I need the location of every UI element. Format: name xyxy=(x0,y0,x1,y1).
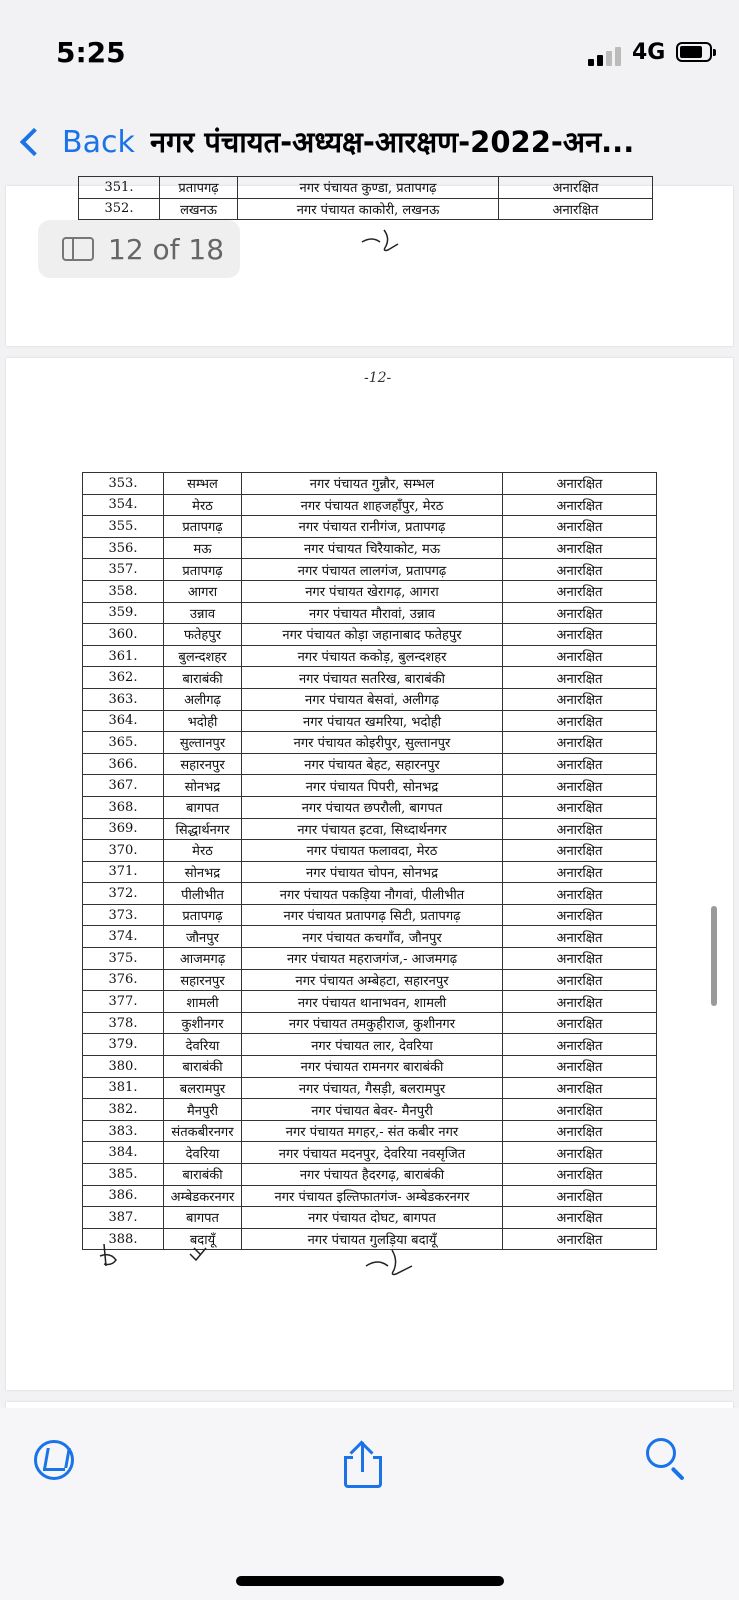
reservation-category: अनारक्षित xyxy=(503,559,657,581)
status-time: 5:25 xyxy=(56,36,126,69)
pdf-page-12 xyxy=(6,358,733,1390)
district-name: सहारनपुर xyxy=(164,969,242,991)
panchayat-name: नगर पंचायत ककोड़, बुलन्दशहर xyxy=(242,645,503,667)
table-row xyxy=(83,796,657,818)
reservation-category: अनारक्षित xyxy=(503,580,657,602)
status-bar xyxy=(0,0,739,100)
reservation-category: अनारक्षित xyxy=(503,1142,657,1164)
table-row xyxy=(83,818,657,840)
serial-number: 370. xyxy=(83,840,164,862)
district-name: बदायूँ xyxy=(164,1228,242,1250)
network-type: 4G xyxy=(632,40,666,65)
panchayat-name: नगर पंचायत लालगंज, प्रतापगढ़ xyxy=(242,559,503,581)
table-row xyxy=(83,710,657,732)
table-row xyxy=(83,926,657,948)
serial-number: 357. xyxy=(83,559,164,581)
page-indicator-label: 12 of 18 xyxy=(108,232,225,266)
back-button[interactable] xyxy=(14,120,135,164)
table-row xyxy=(83,1012,657,1034)
reservation-category: अनारक्षित xyxy=(503,537,657,559)
table-row xyxy=(83,624,657,646)
signal-icon xyxy=(588,44,628,66)
serial-number: 369. xyxy=(83,818,164,840)
reservation-category: अनारक्षित xyxy=(503,818,657,840)
table-row xyxy=(83,883,657,905)
table-row xyxy=(83,1120,657,1142)
district-name: सुल्तानपुर xyxy=(164,732,242,754)
markup-icon[interactable] xyxy=(34,1440,74,1480)
district-name: बाराबंकी xyxy=(164,667,242,689)
reservation-category: अनारक्षित xyxy=(503,840,657,862)
panchayat-name: नगर पंचायत, गैसड़ी, बलरामपुर xyxy=(242,1077,503,1099)
reservation-category: अनारक्षित xyxy=(503,926,657,948)
serial-number: 383. xyxy=(83,1120,164,1142)
table-row xyxy=(83,602,657,624)
district-name: पीलीभीत xyxy=(164,883,242,905)
reservation-category: अनारक्षित xyxy=(503,645,657,667)
reservation-category: अनारक्षित xyxy=(503,1077,657,1099)
reservation-category: अनारक्षित xyxy=(503,1207,657,1229)
reservation-category: अनारक्षित xyxy=(503,948,657,970)
district-name: देवरिया xyxy=(164,1142,242,1164)
panchayat-name: नगर पंचायत लार, देवरिया xyxy=(242,1034,503,1056)
table-row xyxy=(83,688,657,710)
table-row xyxy=(79,177,653,199)
panchayat-name: नगर पंचायत प्रतापगढ़ सिटी, प्रतापगढ़ xyxy=(242,904,503,926)
table-row xyxy=(79,198,653,220)
serial-number: 379. xyxy=(83,1034,164,1056)
signature xyxy=(358,228,408,254)
panchayat-name: नगर पंचायत काकोरी, लखनऊ xyxy=(238,198,499,220)
reservation-category: अनारक्षित xyxy=(503,1185,657,1207)
serial-number: 353. xyxy=(83,473,164,495)
reservation-category: अनारक्षित xyxy=(499,177,653,199)
panchayat-name: नगर पंचायत इल्तिफातगंज- अम्बेडकरनगर xyxy=(242,1185,503,1207)
reservation-category: अनारक्षित xyxy=(503,969,657,991)
battery-icon xyxy=(676,42,712,62)
serial-number: 360. xyxy=(83,624,164,646)
table-row xyxy=(83,1185,657,1207)
reservation-category: अनारक्षित xyxy=(503,1034,657,1056)
district-name: भदोही xyxy=(164,710,242,732)
serial-number: 364. xyxy=(83,710,164,732)
back-label: Back xyxy=(62,124,135,160)
panchayat-name: नगर पंचायत कुण्डा, प्रतापगढ़ xyxy=(238,177,499,199)
serial-number: 385. xyxy=(83,1164,164,1186)
reservation-category: अनारक्षित xyxy=(503,1099,657,1121)
serial-number: 378. xyxy=(83,1012,164,1034)
table-row xyxy=(83,537,657,559)
district-name: बागपत xyxy=(164,796,242,818)
table-row xyxy=(83,1164,657,1186)
panchayat-name: नगर पंचायत कोड़ा जहानाबाद फतेहपुर xyxy=(242,624,503,646)
district-name: बाराबंकी xyxy=(164,1164,242,1186)
panchayat-name: नगर पंचायत छपरौली, बागपत xyxy=(242,796,503,818)
table-row xyxy=(83,861,657,883)
serial-number: 371. xyxy=(83,861,164,883)
reservation-category: अनारक्षित xyxy=(503,732,657,754)
reservation-category: अनारक्षित xyxy=(503,602,657,624)
serial-number: 384. xyxy=(83,1142,164,1164)
reservation-category: अनारक्षित xyxy=(503,494,657,516)
reservation-category: अनारक्षित xyxy=(503,796,657,818)
panchayat-name: नगर पंचायत इटवा, सिध्दार्थनगर xyxy=(242,818,503,840)
page-number-mark: -12- xyxy=(364,370,392,386)
scrollbar[interactable] xyxy=(711,906,717,1006)
panchayat-name: नगर पंचायत रामनगर बाराबंकी xyxy=(242,1056,503,1078)
table-row xyxy=(83,1056,657,1078)
panchayat-name: नगर पंचायत महराजगंज,- आजमगढ़ xyxy=(242,948,503,970)
panchayat-name: नगर पंचायत मौरावां, उन्नाव xyxy=(242,602,503,624)
serial-number: 374. xyxy=(83,926,164,948)
serial-number: 381. xyxy=(83,1077,164,1099)
panchayat-name: नगर पंचायत चोपन, सोनभद्र xyxy=(242,861,503,883)
district-name: सहारनपुर xyxy=(164,753,242,775)
signature xyxy=(362,1248,422,1278)
serial-number: 387. xyxy=(83,1207,164,1229)
table-row xyxy=(83,969,657,991)
district-name: प्रतापगढ़ xyxy=(164,516,242,538)
serial-number: 372. xyxy=(83,883,164,905)
serial-number: 386. xyxy=(83,1185,164,1207)
tick-mark xyxy=(186,1244,210,1264)
serial-number: 352. xyxy=(79,198,160,220)
reservation-category: अनारक्षित xyxy=(499,198,653,220)
panchayat-name: नगर पंचायत कोइरीपुर, सुल्तानपुर xyxy=(242,732,503,754)
serial-number: 359. xyxy=(83,602,164,624)
panchayat-name: नगर पंचायत शाहजहाँपुर, मेरठ xyxy=(242,494,503,516)
reservation-category: अनारक्षित xyxy=(503,861,657,883)
serial-number: 362. xyxy=(83,667,164,689)
reservation-category: अनारक्षित xyxy=(503,1228,657,1250)
table-row xyxy=(83,1034,657,1056)
district-name: अलीगढ़ xyxy=(164,688,242,710)
district-name: बुलन्दशहर xyxy=(164,645,242,667)
panchayat-name: नगर पंचायत पकड़िया नौगवां, पीलीभीत xyxy=(242,883,503,905)
reservation-category: अनारक्षित xyxy=(503,710,657,732)
panchayat-name: नगर पंचायत फलावदा, मेरठ xyxy=(242,840,503,862)
serial-number: 366. xyxy=(83,753,164,775)
sidebar-icon xyxy=(62,237,94,261)
district-name: बाराबंकी xyxy=(164,1056,242,1078)
reservation-category: अनारक्षित xyxy=(503,667,657,689)
table-row xyxy=(83,1077,657,1099)
reservation-table xyxy=(82,472,657,1250)
panchayat-name: नगर पंचायत मदनपुर, देवरिया नवसृजित xyxy=(242,1142,503,1164)
panchayat-name: नगर पंचायत अम्बेहटा, सहारनपुर xyxy=(242,969,503,991)
panchayat-name: नगर पंचायत मगहर,- संत कबीर नगर xyxy=(242,1120,503,1142)
serial-number: 355. xyxy=(83,516,164,538)
reservation-category: अनारक्षित xyxy=(503,688,657,710)
table-row xyxy=(83,948,657,970)
table-row xyxy=(83,1228,657,1250)
table-row xyxy=(83,1142,657,1164)
panchayat-name: नगर पंचायत चिरैयाकोट, मऊ xyxy=(242,537,503,559)
district-name: मेरठ xyxy=(164,840,242,862)
district-name: संतकबीरनगर xyxy=(164,1120,242,1142)
district-name: प्रतापगढ़ xyxy=(164,904,242,926)
district-name: कुशीनगर xyxy=(164,1012,242,1034)
district-name: अम्बेडकरनगर xyxy=(164,1185,242,1207)
table-row xyxy=(83,904,657,926)
serial-number: 356. xyxy=(83,537,164,559)
reservation-category: अनारक्षित xyxy=(503,1012,657,1034)
serial-number: 351. xyxy=(79,177,160,199)
table-row xyxy=(83,494,657,516)
table-row xyxy=(83,732,657,754)
reservation-table-prev xyxy=(78,176,653,220)
table-row xyxy=(83,1207,657,1229)
district-name: मैनपुरी xyxy=(164,1099,242,1121)
table-row xyxy=(83,753,657,775)
serial-number: 368. xyxy=(83,796,164,818)
reservation-category: अनारक्षित xyxy=(503,775,657,797)
reservation-category: अनारक्षित xyxy=(503,883,657,905)
serial-number: 377. xyxy=(83,991,164,1013)
district-name: मऊ xyxy=(164,537,242,559)
district-name: उन्नाव xyxy=(164,602,242,624)
table-row xyxy=(83,775,657,797)
reservation-category: अनारक्षित xyxy=(503,991,657,1013)
panchayat-name: नगर पंचायत कचगाँव, जौनपुर xyxy=(242,926,503,948)
panchayat-name: नगर पंचायत हैदरगढ़, बाराबंकी xyxy=(242,1164,503,1186)
panchayat-name: नगर पंचायत गुन्नौर, सम्भल xyxy=(242,473,503,495)
home-indicator[interactable] xyxy=(236,1576,504,1586)
serial-number: 367. xyxy=(83,775,164,797)
district-name: सोनभद्र xyxy=(164,861,242,883)
table-row xyxy=(83,580,657,602)
table-row xyxy=(83,667,657,689)
serial-number: 354. xyxy=(83,494,164,516)
table-row xyxy=(83,645,657,667)
district-name: मेरठ xyxy=(164,494,242,516)
serial-number: 382. xyxy=(83,1099,164,1121)
nav-bar xyxy=(0,100,739,186)
district-name: बलरामपुर xyxy=(164,1077,242,1099)
serial-number: 358. xyxy=(83,580,164,602)
serial-number: 388. xyxy=(83,1228,164,1250)
serial-number: 363. xyxy=(83,688,164,710)
reservation-category: अनारक्षित xyxy=(503,1120,657,1142)
panchayat-name: नगर पंचायत सतरिख, बाराबंकी xyxy=(242,667,503,689)
district-name: शामली xyxy=(164,991,242,1013)
table-row xyxy=(83,516,657,538)
district-name: सम्भल xyxy=(164,473,242,495)
district-name: आगरा xyxy=(164,580,242,602)
table-row xyxy=(83,840,657,862)
serial-number: 375. xyxy=(83,948,164,970)
panchayat-name: नगर पंचायत बेसवां, अलीगढ़ xyxy=(242,688,503,710)
panchayat-name: नगर पंचायत पिपरी, सोनभद्र xyxy=(242,775,503,797)
panchayat-name: नगर पंचायत बेवर- मैनपुरी xyxy=(242,1099,503,1121)
district-name: जौनपुर xyxy=(164,926,242,948)
serial-number: 376. xyxy=(83,969,164,991)
district-name: प्रतापगढ़ xyxy=(164,559,242,581)
district-name: फतेहपुर xyxy=(164,624,242,646)
reservation-category: अनारक्षित xyxy=(503,473,657,495)
table-row xyxy=(83,1099,657,1121)
reservation-category: अनारक्षित xyxy=(503,624,657,646)
district-name: सिद्धार्थनगर xyxy=(164,818,242,840)
district-name: देवरिया xyxy=(164,1034,242,1056)
table-row xyxy=(83,473,657,495)
panchayat-name: नगर पंचायत दोघट, बागपत xyxy=(242,1207,503,1229)
page-indicator[interactable] xyxy=(38,220,240,278)
search-icon[interactable] xyxy=(646,1438,690,1482)
reservation-category: अनारक्षित xyxy=(503,1056,657,1078)
district-name: सोनभद्र xyxy=(164,775,242,797)
share-icon[interactable] xyxy=(344,1442,382,1488)
table-row xyxy=(83,559,657,581)
reservation-category: अनारक्षित xyxy=(503,753,657,775)
panchayat-name: नगर पंचायत तमकुहीराज, कुशीनगर xyxy=(242,1012,503,1034)
serial-number: 365. xyxy=(83,732,164,754)
district-name: प्रतापगढ़ xyxy=(160,177,238,199)
panchayat-name: नगर पंचायत रानीगंज, प्रतापगढ़ xyxy=(242,516,503,538)
panchayat-name: नगर पंचायत गुलड़िया बदायूँ xyxy=(242,1228,503,1250)
panchayat-name: नगर पंचायत खमरिया, भदोही xyxy=(242,710,503,732)
table-row xyxy=(83,991,657,1013)
serial-number: 380. xyxy=(83,1056,164,1078)
reservation-category: अनारक्षित xyxy=(503,1164,657,1186)
reservation-category: अनारक्षित xyxy=(503,904,657,926)
document-title: नगर पंचायत-अध्यक्ष-आरक्षण-2022-अन... xyxy=(150,125,635,159)
chevron-left-icon xyxy=(20,128,48,156)
serial-number: 361. xyxy=(83,645,164,667)
panchayat-name: नगर पंचायत बेहट, सहारनपुर xyxy=(242,753,503,775)
bottom-toolbar xyxy=(0,1408,739,1600)
district-name: आजमगढ़ xyxy=(164,948,242,970)
initials-mark xyxy=(96,1242,126,1270)
reservation-category: अनारक्षित xyxy=(503,516,657,538)
district-name: लखनऊ xyxy=(160,198,238,220)
panchayat-name: नगर पंचायत थानाभवन, शामली xyxy=(242,991,503,1013)
panchayat-name: नगर पंचायत खेरागढ़, आगरा xyxy=(242,580,503,602)
serial-number: 373. xyxy=(83,904,164,926)
district-name: बागपत xyxy=(164,1207,242,1229)
